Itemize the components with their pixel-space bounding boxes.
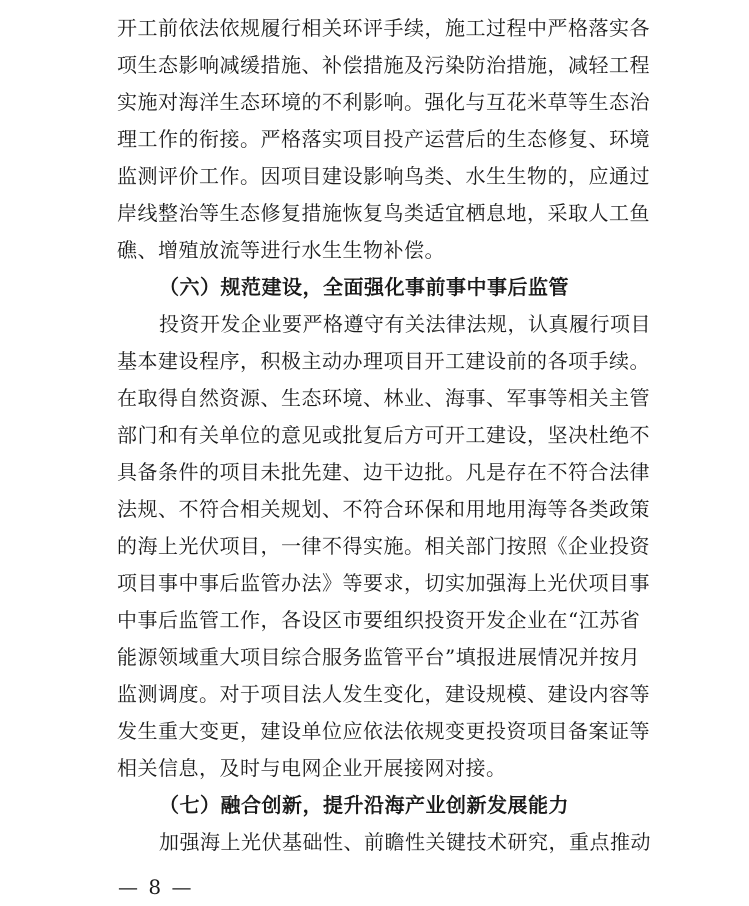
section-heading: （七）融合创新，提升沿海产业创新发展能力 xyxy=(159,793,569,817)
body-text-line: 具备条件的项目未批先建、边干边批。凡是存在不符合法律 xyxy=(117,460,650,484)
body-text-line: 项目事中事后监管办法》等要求，切实加强海上光伏项目事 xyxy=(117,571,650,595)
body-text-line: 加强海上光伏基础性、前瞻性关键技术研究，重点推动 xyxy=(159,830,651,854)
body-text-line: 实施对海洋生态环境的不利影响。强化与互花米草等生态治 xyxy=(117,90,650,114)
body-text-line: 基本建设程序，积极主动办理项目开工建设前的各项手续。 xyxy=(117,349,650,373)
body-text-line: 理工作的衔接。严格落实项目投产运营后的生态修复、环境 xyxy=(117,127,650,151)
body-text-line: 监测调度。对于项目法人发生变化，建设规模、建设内容等 xyxy=(117,682,650,706)
body-text-line: 中事后监管工作，各设区市要组织投资开发企业在“江苏省 xyxy=(117,608,641,632)
body-text-line: 项生态影响减缓措施、补偿措施及污染防治措施，减轻工程 xyxy=(117,53,650,77)
body-text-line: 监测评价工作。因项目建设影响鸟类、水生生物的，应通过 xyxy=(117,164,650,188)
body-text-line: 在取得自然资源、生态环境、林业、海事、军事等相关主管 xyxy=(117,386,650,410)
body-text-line: 能源领域重大项目综合服务监管平台”填报进展情况并按月 xyxy=(117,645,641,669)
body-text-line: 开工前依法依规履行相关环评手续，施工过程中严格落实各 xyxy=(117,16,650,40)
body-text-line: 投资开发企业要严格遵守有关法律法规，认真履行项目 xyxy=(159,312,651,336)
body-text-line: 岸线整治等生态修复措施恢复鸟类适宜栖息地，采取人工鱼 xyxy=(117,201,650,225)
body-text-line: 的海上光伏项目，一律不得实施。相关部门按照《企业投资 xyxy=(117,534,650,558)
section-heading: （六）规范建设，全面强化事前事中事后监管 xyxy=(159,275,569,299)
body-text-line: 礁、增殖放流等进行水生生物补偿。 xyxy=(117,238,445,262)
body-text-line: 发生重大变更，建设单位应依法依规变更投资项目备案证等 xyxy=(117,719,650,743)
page-number: — 8 — xyxy=(118,875,194,899)
body-text-line: 法规、不符合相关规划、不符合环保和用地用海等各类政策 xyxy=(117,497,650,521)
body-text-line: 部门和有关单位的意见或批复后方可开工建设，坚决杜绝不 xyxy=(117,423,650,447)
body-text-line: 相关信息，及时与电网企业开展接网对接。 xyxy=(117,756,507,780)
